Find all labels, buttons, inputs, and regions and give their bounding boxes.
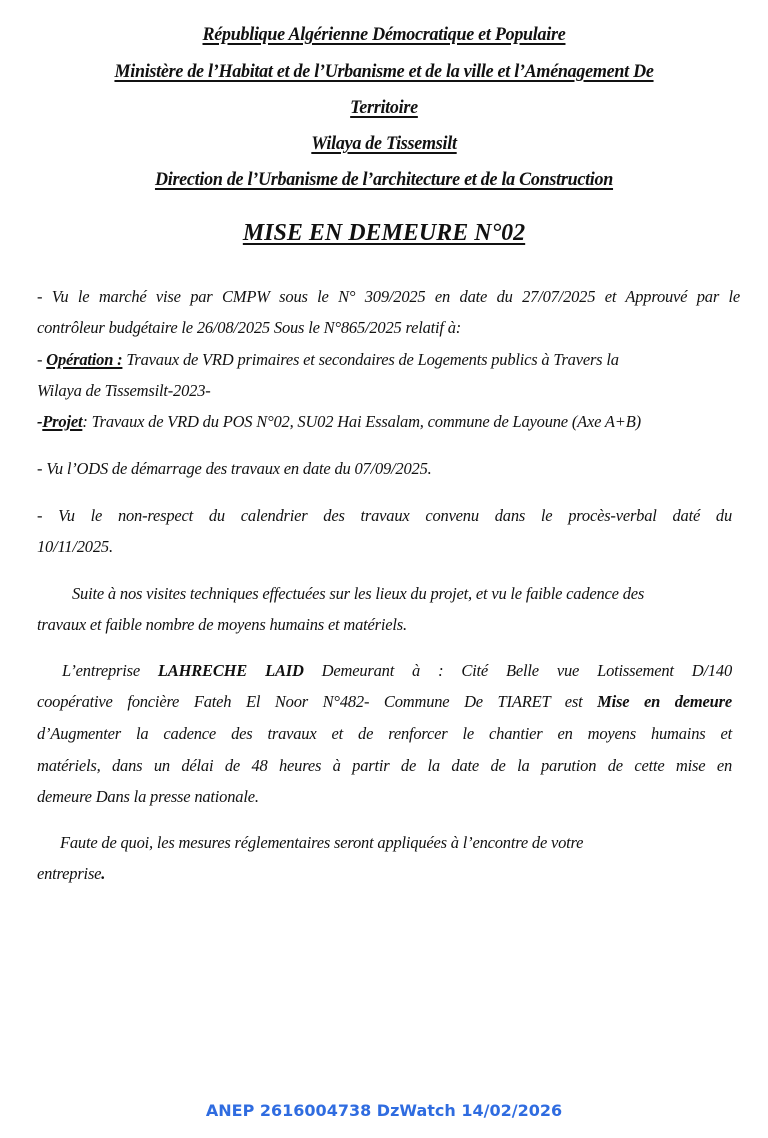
marche-line-2: contrôleur budgétaire le 26/08/2025 Sous le N°865/2025 relatif à: — [37, 318, 462, 337]
non-respect-line-1: - Vu le non-respect du calendrier des travaux convenu dans le procès-verbal daté du — [37, 506, 732, 525]
projet-label: Projet — [42, 412, 83, 431]
operation-label: Opération : — [46, 350, 123, 369]
entreprise-line2-text: coopérative foncière Fateh El Noor N°482- Commune De TIARET est — [37, 692, 598, 711]
entreprise-line-5: demeure Dans la presse nationale. — [37, 787, 259, 806]
wilaya-heading: Wilaya de Tissemsilt — [311, 133, 457, 154]
entreprise-intro: L’entreprise — [62, 661, 158, 680]
marche-line-1: - Vu le marché vise par CMPW sous le N° 309/2025 en date du 27/07/2025 et Approuvé par le — [37, 287, 740, 306]
entreprise-address: Demeurant à : Cité Belle vue Lotissement D/140 — [303, 661, 732, 680]
entreprise-line-2 — [37, 692, 732, 712]
non-respect-line-2: 10/11/2025. — [37, 537, 113, 556]
ods-line: - Vu l’ODS de démarrage des travaux en date du 07/09/2025. — [37, 459, 432, 478]
publication-footer: ANEP 2616004738 DzWatch 14/02/2026 — [205, 1101, 563, 1120]
direction-heading: Direction de l’Urbanisme de l’architecture et de la Construction — [154, 169, 614, 190]
entreprise-name: LAHRECHE LAID — [157, 661, 304, 680]
republic-heading: République Algérienne Démocratique et Populaire — [202, 24, 566, 45]
operation-text: Travaux de VRD primaires et secondaires de Logements publics à Travers la — [122, 350, 619, 369]
faute-line-1: Faute de quoi, les mesures réglementaires seront appliquées à l’encontre de votre — [60, 833, 584, 852]
faute-line2-text: entreprise — [37, 864, 102, 883]
faute-line2-period: . — [101, 864, 106, 883]
operation-line-2: Wilaya de Tissemsilt-2023- — [37, 381, 211, 400]
entreprise-line-4: matériels, dans un délai de 48 heures à partir de la date de la parution de cette mise en — [37, 756, 732, 775]
suite-line-2: travaux et faible nombre de moyens humains et matériels. — [37, 615, 407, 634]
mise-en-demeure-emphasis: Mise en demeure — [597, 692, 732, 711]
operation-line-1 — [37, 350, 619, 370]
document-title: MISE EN DEMEURE N°02 — [242, 220, 526, 246]
suite-line-1: Suite à nos visites techniques effectuées sur les lieux du projet, et vu le faible cadence des — [72, 584, 645, 603]
ministry-heading-line1: Ministère de l’Habitat et de l’Urbanisme et de la ville et l’Aménagement De — [114, 61, 654, 82]
faute-line-2 — [37, 864, 105, 884]
projet-line — [37, 412, 641, 432]
entreprise-line-1 — [62, 661, 732, 681]
entreprise-line-3: d’Augmenter la cadence des travaux et de renforcer le chantier en moyens humains et — [37, 724, 732, 743]
ministry-heading-line2: Territoire — [350, 97, 418, 118]
operation-prefix: - — [37, 350, 47, 369]
projet-text: : Travaux de VRD du POS N°02, SU02 Hai Essalam, commune de Layoune (Axe A+B) — [82, 412, 641, 431]
projet-prefix: - — [37, 412, 43, 431]
